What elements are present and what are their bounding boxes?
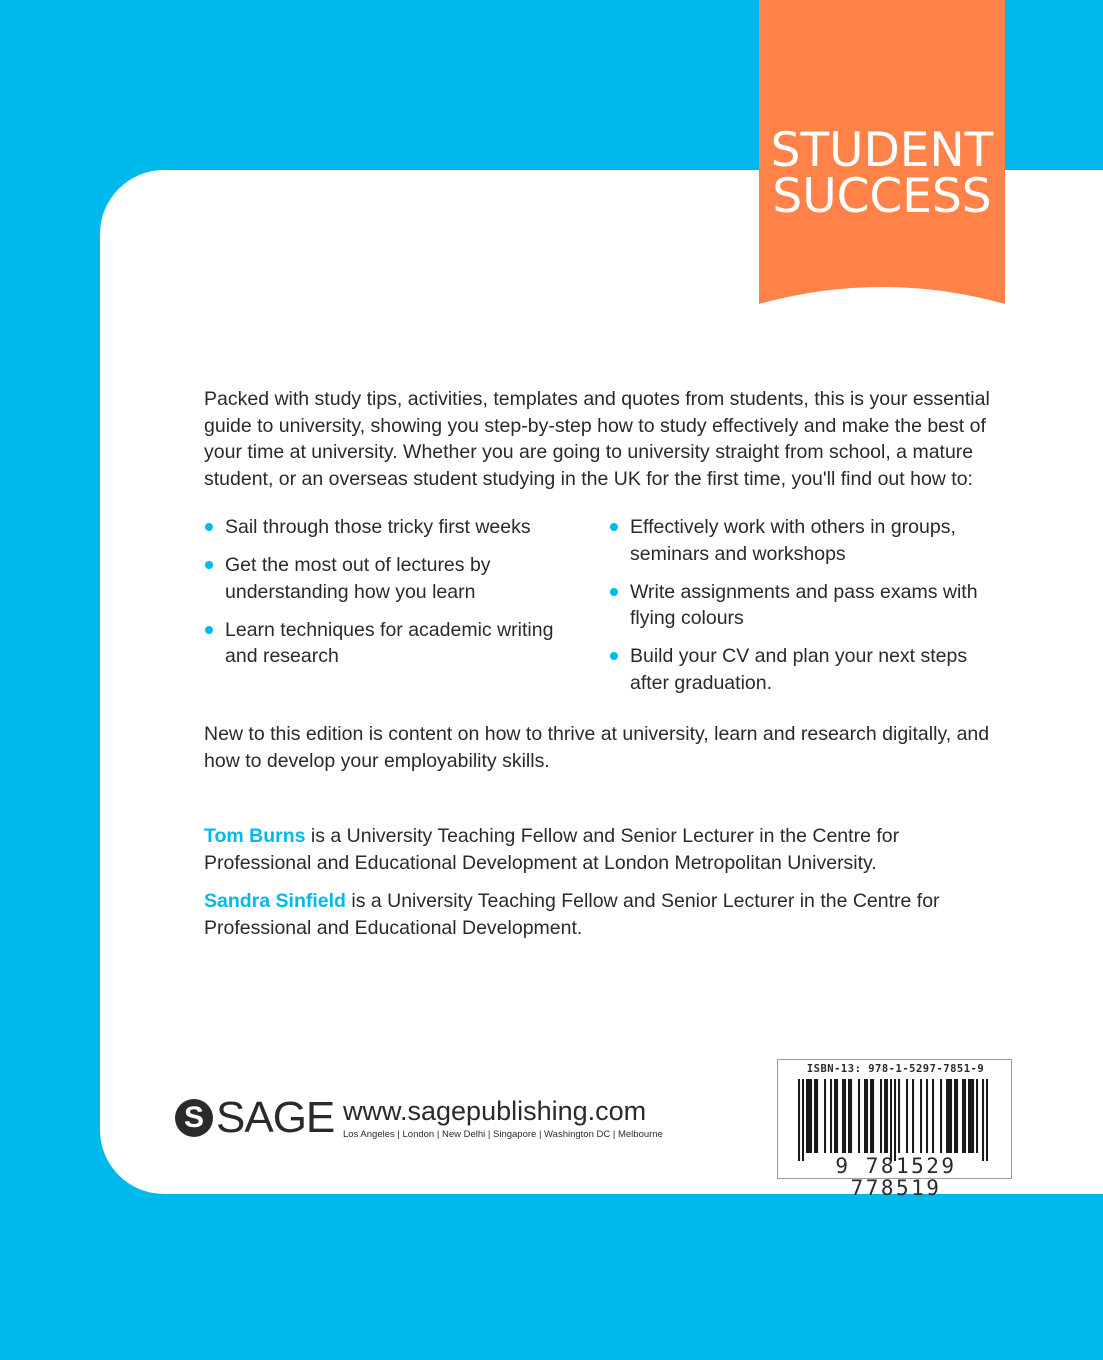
barcode-bar: [848, 1079, 850, 1153]
barcode-bar: [976, 1079, 978, 1153]
barcode-bar: [920, 1079, 922, 1153]
barcode-bar: [890, 1079, 892, 1161]
intro-paragraph: Packed with study tips, activities, templates and quotes from students, this is your essential guide to university, showing you step-by-step how to study effectively and make the best of your time at university. Whether you are going to university straight from school, a mature student, or an overseas student studying in the UK for the first time, you'll find out how to:: [204, 388, 990, 490]
list-item: [204, 514, 574, 541]
list-item-text: Build your CV and plan your next steps after graduation.: [630, 645, 968, 694]
barcode-bar: [956, 1079, 958, 1153]
sage-wordmark: SAGE: [216, 1093, 335, 1142]
list-item: [609, 579, 1009, 632]
barcode-bar: [886, 1079, 888, 1153]
list-item: [609, 643, 1009, 696]
barcode-bar: [808, 1079, 810, 1153]
barcode-bars: [798, 1079, 988, 1161]
barcode-bar: [962, 1079, 964, 1153]
barcode-bar: [932, 1079, 934, 1153]
banner-line-1: STUDENT: [770, 123, 994, 178]
bullet-dot-icon: [610, 588, 618, 596]
list-item-text: Learn techniques for academic writing and research: [225, 618, 554, 667]
author-name: Tom Burns: [204, 825, 306, 847]
author-bio-tom-burns: [204, 823, 1004, 876]
banner-line-2: SUCCESS: [772, 169, 992, 224]
barcode-bar: [834, 1079, 836, 1153]
barcode-bar: [986, 1079, 988, 1161]
isbn-label: ISBN-13: 978-1-5297-7851-9: [806, 1063, 985, 1075]
barcode-bar: [884, 1079, 886, 1153]
publisher-cities: Los Angeles | London | New Delhi | Singapore | Washington DC | Melbourne: [343, 1129, 663, 1140]
list-item-text: Sail through those tricky first weeks: [225, 516, 531, 538]
barcode-bar: [972, 1079, 974, 1153]
bullet-list-left: [204, 514, 574, 681]
sage-logo: [175, 1093, 335, 1142]
barcode-bar: [906, 1079, 908, 1153]
student-success-banner: [759, 0, 1005, 304]
barcode-digits: 9 781529 778519: [835, 1154, 957, 1200]
author-name: Sandra Sinfield: [204, 890, 346, 912]
new-edition-paragraph: New to this edition is content on how to thrive at university, learn and research digitally, and how to develop your employability skills.: [204, 723, 990, 772]
barcode-bar: [912, 1079, 914, 1153]
list-item: [204, 552, 574, 605]
barcode-bar: [816, 1079, 818, 1153]
barcode-bar: [982, 1079, 984, 1161]
sage-s-icon: S: [175, 1099, 213, 1137]
barcode-bar: [798, 1079, 800, 1161]
bullet-dot-icon: [205, 561, 213, 569]
barcode-bar: [954, 1079, 956, 1153]
barcode-bar: [844, 1079, 846, 1153]
barcode-bar: [810, 1079, 812, 1153]
author-bio-text: is a University Teaching Fellow and Senior Lecturer in the Centre for Professional and Educational Development at London Metropolitan University.: [204, 825, 900, 874]
barcode-bar: [864, 1079, 866, 1153]
list-item-text: Get the most out of lectures by understanding how you learn: [225, 554, 491, 603]
barcode-bar: [946, 1079, 948, 1153]
barcode-bar: [968, 1079, 970, 1153]
bullet-dot-icon: [610, 523, 618, 531]
barcode-bar: [940, 1079, 942, 1153]
barcode-bar: [866, 1079, 868, 1153]
barcode-bar: [824, 1079, 826, 1153]
barcode-bar: [858, 1079, 860, 1153]
barcode-bar: [880, 1079, 882, 1153]
barcode-bar: [872, 1079, 874, 1153]
barcode-bar: [970, 1079, 972, 1153]
barcode-bar: [926, 1079, 928, 1153]
author-bio-text: is a University Teaching Fellow and Senior Lecturer in the Centre for Professional and Educational Development.: [204, 890, 940, 939]
list-item: [204, 617, 574, 670]
banner-title: [759, 123, 1005, 224]
list-item-text: Effectively work with others in groups, seminars and workshops: [630, 516, 956, 565]
barcode-bar: [836, 1079, 838, 1153]
barcode-bar: [850, 1079, 852, 1153]
barcode-bar: [894, 1079, 896, 1161]
barcode-bar: [806, 1079, 808, 1153]
barcode-bar: [814, 1079, 816, 1153]
list-item: [609, 514, 1009, 567]
barcode-bar: [802, 1079, 804, 1161]
isbn-barcode: [777, 1059, 1012, 1200]
author-bio-sandra-sinfield: [204, 888, 1004, 941]
barcode-bar: [964, 1079, 966, 1153]
barcode-bar: [898, 1079, 900, 1153]
barcode-bar: [842, 1079, 844, 1153]
publisher-url: www.sagepublishing.com: [343, 1096, 647, 1126]
barcode-bar: [830, 1079, 832, 1153]
bullet-dot-icon: [610, 652, 618, 660]
barcode-bar: [948, 1079, 950, 1153]
barcode-bar: [870, 1079, 872, 1153]
barcode-bar: [950, 1079, 952, 1153]
bullet-dot-icon: [205, 523, 213, 531]
bullet-dot-icon: [205, 626, 213, 634]
list-item-text: Write assignments and pass exams with flying colours: [630, 580, 978, 629]
bullet-list-right: [609, 514, 1009, 708]
